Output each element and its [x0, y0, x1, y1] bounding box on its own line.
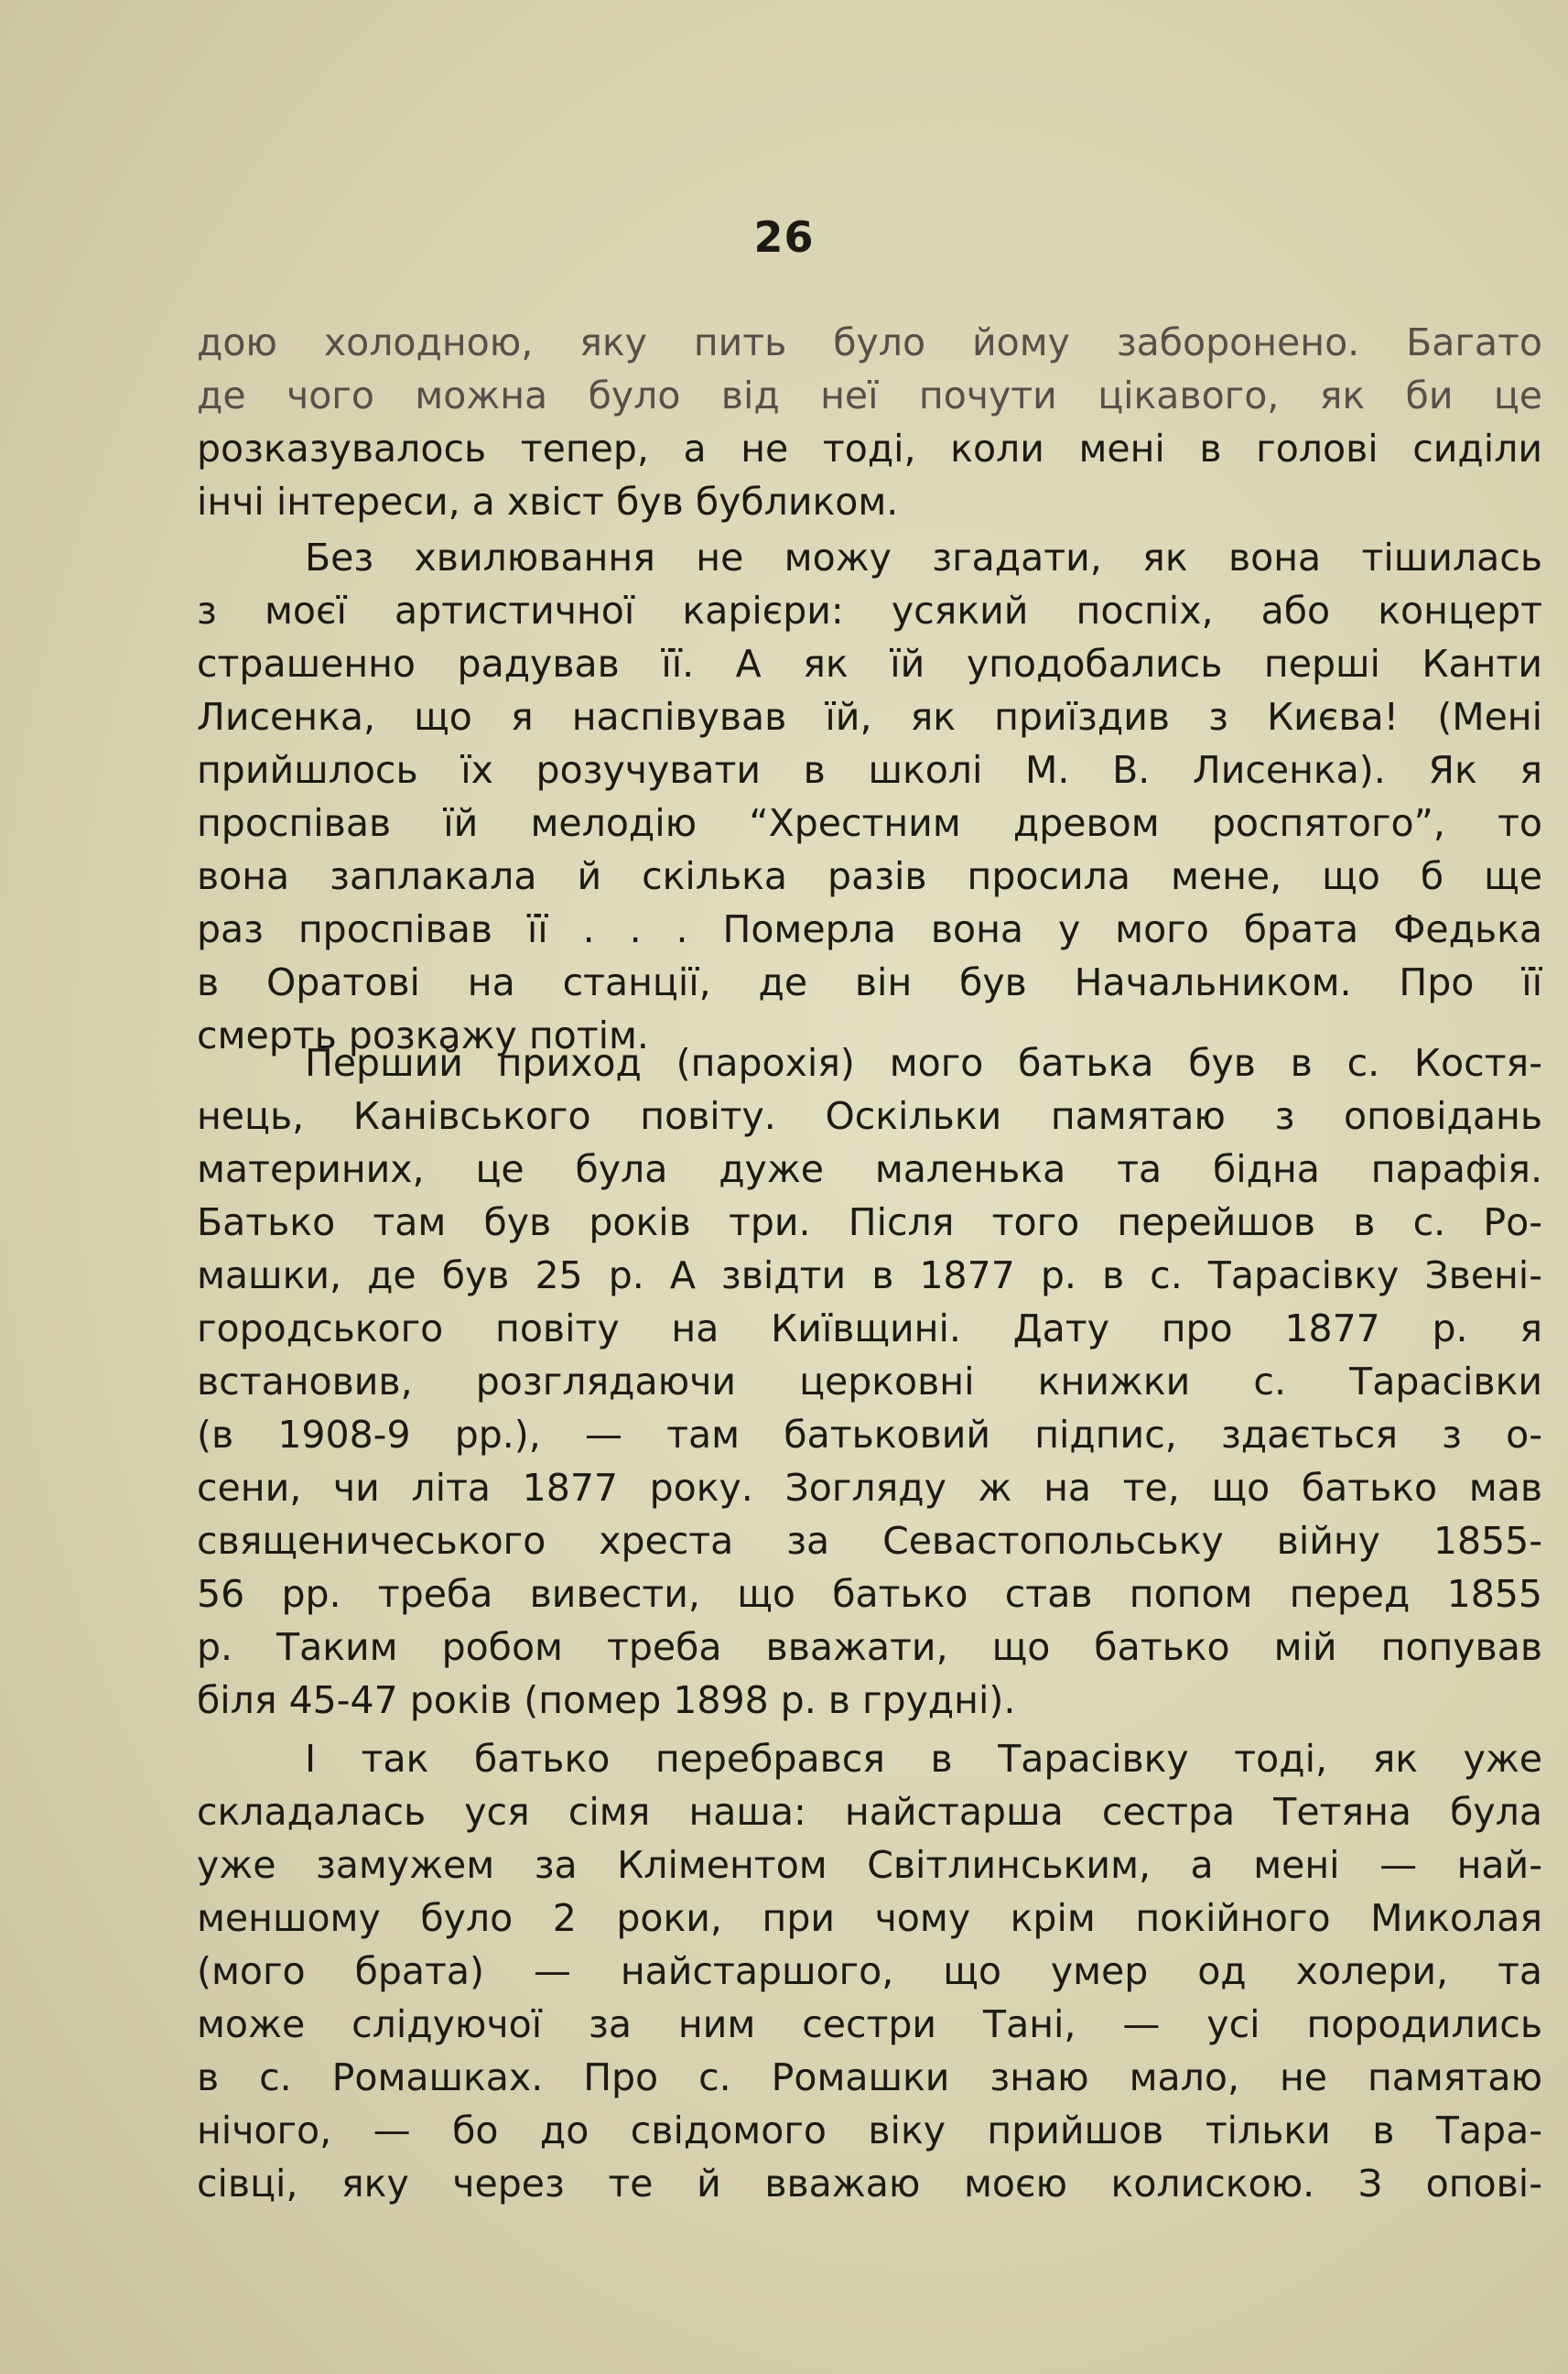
paragraph-2: [197, 531, 1542, 1062]
text-line: в Оратові на станції, де він був Начальником. Про її: [197, 960, 1542, 1004]
page-number: 26: [753, 212, 815, 262]
text-line: вона заплакала й скілька разів просила мене, що б ще: [197, 854, 1542, 898]
text-line: сени, чи літа 1877 року. Зогляду ж на те, що батько мав: [197, 1466, 1542, 1510]
text-line: машки, де був 25 р. А звідти в 1877 р. в с. Тарасівку Звені-: [197, 1253, 1542, 1297]
text-line: раз проспівав її . . . Померла вона у мого брата Федька: [197, 907, 1542, 951]
text-line: нець, Канівського повіту. Оскільки памятаю з оповідань: [197, 1094, 1542, 1138]
text-line: розказувалось тепер, а не тоді, коли мені в голові сиділи: [197, 427, 1542, 471]
text-line: смерть розкажу потім.: [197, 1014, 649, 1057]
text-line: прийшлось їх розучувати в школі М. В. Лисенка). Як я: [197, 748, 1542, 792]
text-line: Без хвилювання не можу згадати, як вона тішилась: [305, 536, 1542, 580]
text-line: материних, це була дуже маленька та бідна парафія.: [197, 1147, 1542, 1191]
text-line: нічого, — бо до свідомого віку прийшов тільки в Тара-: [197, 2108, 1542, 2152]
text-line: (мого брата) — найстаршого, що умер од холери, та: [197, 1949, 1542, 1993]
text-line: проспівав їй мелодію “Хрестним древом роспятого”, то: [197, 801, 1542, 845]
text-line: (в 1908-9 рр.), — там батьковий підпис, здається з о-: [197, 1413, 1542, 1457]
text-line: священичеського хреста за Севастопольську війну 1855-: [197, 1519, 1542, 1563]
text-line: сівці, яку через те й вважаю моєю колискою. З опові-: [197, 2162, 1542, 2206]
text-line: біля 45-47 років (помер 1898 р. в грудні).: [197, 1678, 1016, 1722]
text-line: р. Таким робом треба вважати, що батько мій попував: [197, 1625, 1542, 1669]
text-line: в с. Ромашках. Про с. Ромашки знаю мало, не памятаю: [197, 2055, 1542, 2099]
text-line: де чого можна було від неї почути цікавого, як би це: [197, 374, 1542, 417]
text-line: уже замужем за Кліментом Світлинським, а мені — най-: [197, 1843, 1542, 1887]
text-line: 56 рр. треба вивести, що батько став попом перед 1855: [197, 1572, 1542, 1616]
text-line: городського повіту на Київщині. Дату про 1877 р. я: [197, 1306, 1542, 1350]
text-line: страшенно радував її. А як їй уподобались перші Канти: [197, 642, 1542, 686]
text-line: з моєї артистичної карієри: усякий поспіх, або концерт: [197, 589, 1542, 633]
text-line: інчі інтереси, а хвіст був бубликом.: [197, 480, 899, 524]
paragraph-1: [197, 316, 1542, 528]
text-line: меншому було 2 роки, при чому крім покійного Миколая: [197, 1896, 1542, 1940]
text-line: Батько там був років три. Після того перейшов в с. Ро-: [197, 1200, 1542, 1244]
text-line: може слідуючої за ним сестри Тані, — усі породились: [197, 2002, 1542, 2046]
text-line: встановив, розглядаючи церковні книжки с. Тарасівки: [197, 1360, 1542, 1404]
text-line: Лисенка, що я наспівував їй, як приїздив з Києва! (Мені: [197, 695, 1542, 739]
paragraph-4: [197, 1732, 1542, 2210]
text-line: дою холодною, яку пить було йому заборонено. Багато: [197, 320, 1542, 364]
text-line: І так батько перебрався в Тарасівку тоді, як уже: [305, 1737, 1542, 1781]
text-line: Перший приход (парохія) мого батька був в с. Костя-: [305, 1041, 1542, 1085]
text-line: складалась уся сімя наша: найстарша сестра Тетяна була: [197, 1790, 1542, 1834]
paragraph-3: [197, 1036, 1542, 1727]
